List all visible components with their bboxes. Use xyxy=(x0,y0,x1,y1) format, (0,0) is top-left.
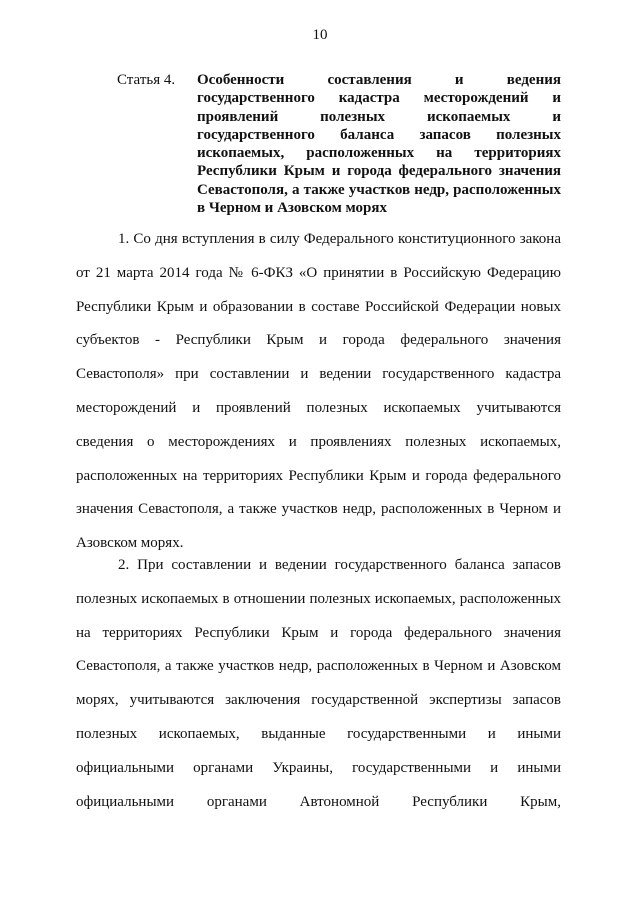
paragraph-line: Азовском морях. xyxy=(76,535,184,552)
article-title-line: Севастополя, а также участков недр, расположенных xyxy=(197,181,561,198)
paragraph-1 xyxy=(76,223,561,561)
paragraph-line: полезных ископаемых, выданные государственными и иными xyxy=(76,725,561,742)
paragraph-line: официальными органами Украины, государственными и иными xyxy=(76,759,561,776)
paragraph-line: официальными органами Автономной Республики Крым, xyxy=(76,793,561,810)
page-number: 10 xyxy=(312,27,328,43)
paragraph-line: морях, учитываются заключения государственной экспертизы запасов xyxy=(76,692,561,709)
paragraph-line: субъектов - Республики Крым и города федерального значения xyxy=(76,332,561,349)
article-title-line: государственного кадастра месторождений и xyxy=(197,90,561,107)
paragraph-line: Севастополя» при составлении и ведении государственного кадастра xyxy=(76,366,561,383)
paragraph-line: от 21 марта 2014 года № 6-ФКЗ «О принятии в Российскую Федерацию xyxy=(76,264,561,281)
paragraph-line: Севастополя, а также участков недр, расположенных в Черном и Азовском xyxy=(76,658,561,675)
article-title-line: Особенности составления и ведения xyxy=(197,72,561,88)
article-title-line: ископаемых, расположенных на территориях xyxy=(197,145,561,162)
article-label: Статья 4. xyxy=(117,72,176,88)
paragraph-line: полезных ископаемых в отношении полезных ископаемых, расположенных xyxy=(76,590,561,607)
article-title xyxy=(197,71,561,217)
paragraph-line: месторождений и проявлений полезных ископаемых учитываются xyxy=(76,399,561,416)
article-title-line: проявлений полезных ископаемых и xyxy=(197,108,561,125)
paragraph-2 xyxy=(76,549,561,819)
paragraph-line: 2. При составлении и ведении государственного баланса запасов xyxy=(118,557,561,573)
paragraph-line: на территориях Республики Крым и города федерального значения xyxy=(76,624,561,641)
article-title-line: в Черном и Азовском морях xyxy=(197,200,388,217)
paragraph-line: сведения о месторождениях и проявлениях полезных ископаемых, xyxy=(76,433,561,450)
paragraph-line: Республики Крым и образовании в составе Российской Федерации новых xyxy=(76,298,561,315)
article-title-line: государственного баланса запасов полезных xyxy=(197,126,561,143)
paragraph-line: расположенных на территориях Республики Крым и города федерального xyxy=(76,467,561,484)
paragraph-line: значения Севастополя, а также участков недр, расположенных в Черном и xyxy=(76,501,561,518)
article-title-line: Республики Крым и города федерального значения xyxy=(197,163,561,180)
paragraph-line: 1. Со дня вступления в силу Федерального конституционного закона xyxy=(118,231,561,247)
